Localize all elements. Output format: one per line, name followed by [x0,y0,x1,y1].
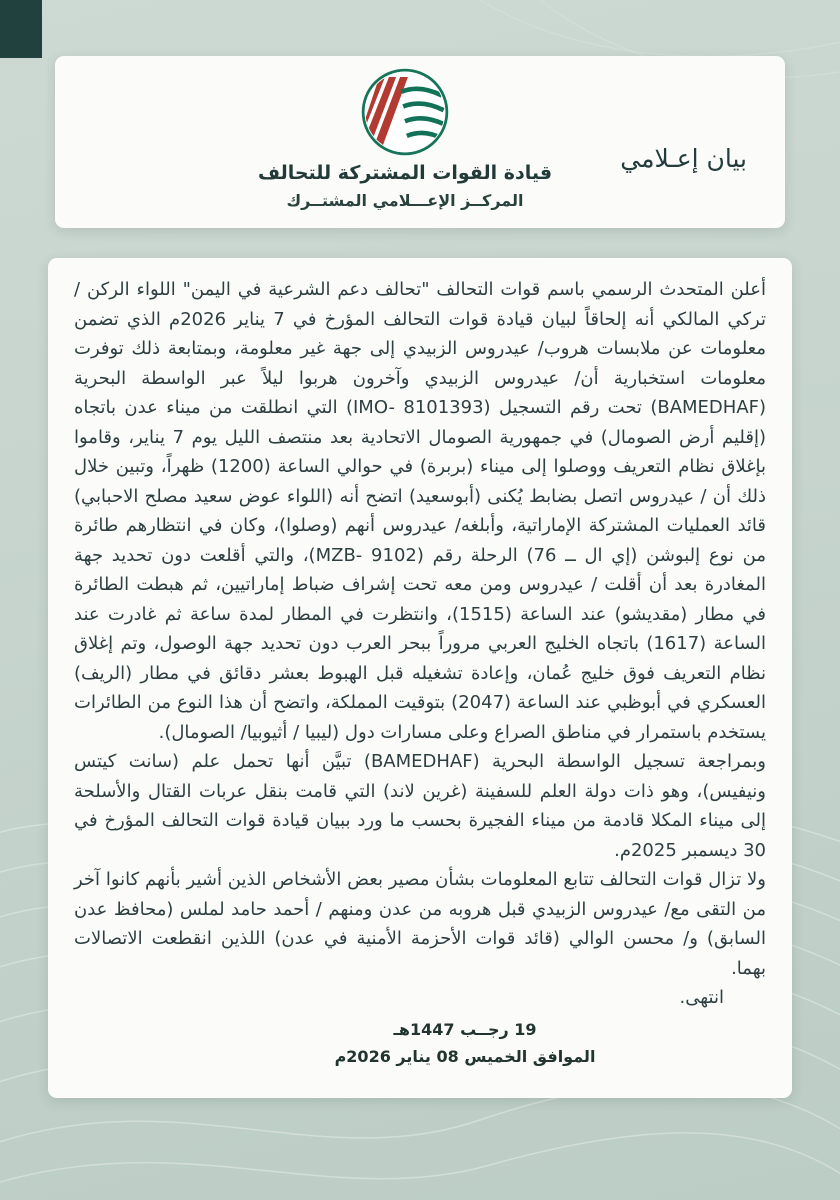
logo-block [185,66,625,210]
statement-dates [119,1016,811,1070]
statement-body-card [48,258,792,1098]
statement-paragraph-1: أعلن المتحدث الرسمي باسم قوات التحالف "تحالف دعم الشرعية في اليمن" اللواء الركن / تركي المالكي أنه إلحاقاً لبيان قيادة قوات التحالف المؤرخ في 7 يناير 2026م الذي تضمن معلومات عن ملابسات هروب/ عيدروس الزبيدي إلى جهة غير معلومة، وبمتابعة ذلك توفرت معلومات استخبارية أن/ عيدروس الزبيدي وآخرون هربوا ليلاً عبر الواسطة البحرية (BAMEDHAF) تحت رقم التسجيل (IMO- 8101393) التي انطلقت من ميناء عدن باتجاه (إقليم أرض الصومال) في جمهورية الصومال الاتحادية بعد منتصف الليل يوم 7 يناير، وقاموا بإغلاق نظام التعريف ووصلوا إلى ميناء (بربرة) في حوالي الساعة (1200) ظهراً، وتبين خلال ذلك أن / عيدروس اتصل بضابط يُكنى (أبوسعيد) اتضح أنه (اللواء عوض سعيد مصلح الاحبابي) قائد العمليات المشتركة الإماراتية، وأبلغه/ عيدروس أنهم (وصلوا)، وكان في انتظارهم طائرة من نوع إلبوشن (إي ال ــ 76) الرحلة رقم (MZB- 9102)، والتي أقلعت دون تحديد جهة المغادرة بعد أن أقلت / عيدروس ومن معه تحت إشراف ضباط إماراتيين، ثم هبطت الطائرة في مطار (مقديشو) عند الساعة (1515)، وانتظرت في المطار لمدة ساعة ثم غادرت عند الساعة (1617) باتجاه الخليج العربي مروراً ببحر العرب دون تحديد جهة الوصول، وتم إغلاق نظام التعريف فوق خليج عُمان، وإعادة تشغيله قبل الهبوط بعشر دقائق في مطار (الريف) العسكري في أبوظبي عند الساعة (2047) بتوقيت المملكة، واتضح أن هذا النوع من الطائرات يستخدم باستمرار في مناطق الصراع وعلى مسارات دول (ليبيا / أثيوبيا/ الصومال). [74,279,767,743]
hijri-date: 19 رجــب 1447هـ [393,1019,537,1039]
header-card [55,56,785,228]
gregorian-date: الموافق الخميس 08 يناير 2026م [334,1046,596,1066]
coalition-emblem-logo [359,66,451,158]
statement-paragraph-3: ولا تزال قوات التحالف تتابع المعلومات بشأن مصير بعض الأشخاص الذين أشير بأنهم كانوا آخر من التقى مع/ عيدروس الزبيدي قبل هروبه من عدن ومنهم / أحمد حامد لملس (محافظ عدن السابق) و/ محسن الوالي (قائد قوات الأحزمة الأمنية في عدن) اللذين انقطعت الاتصالات بهما. [74,869,766,979]
org-title: قيادة القوات المشتركة للتحالف [257,162,553,184]
corner-accent [0,0,42,58]
statement-closing: انتهى. [679,987,724,1008]
statement-type-heading: بيان إعـلامي [620,144,747,173]
statement-paragraph-2: وبمراجعة تسجيل الواسطة البحرية (BAMEDHAF) تبيَّن أنها تحمل علم (سانت كيتس ونيفيس)، وهو ذات دولة العلم للسفينة (غرين لاند) التي قامت بنقل عربات القتال والأسلحة إلى ميناء المكلا قادمة من ميناء الفجيرة بحسب ما ورد ببيان قيادة قوات التحالف المؤرخ في 30 ديسمبر 2025م. [74,751,766,861]
org-subtitle: المركــز الإعـــلامي المشتــرك [286,191,524,210]
